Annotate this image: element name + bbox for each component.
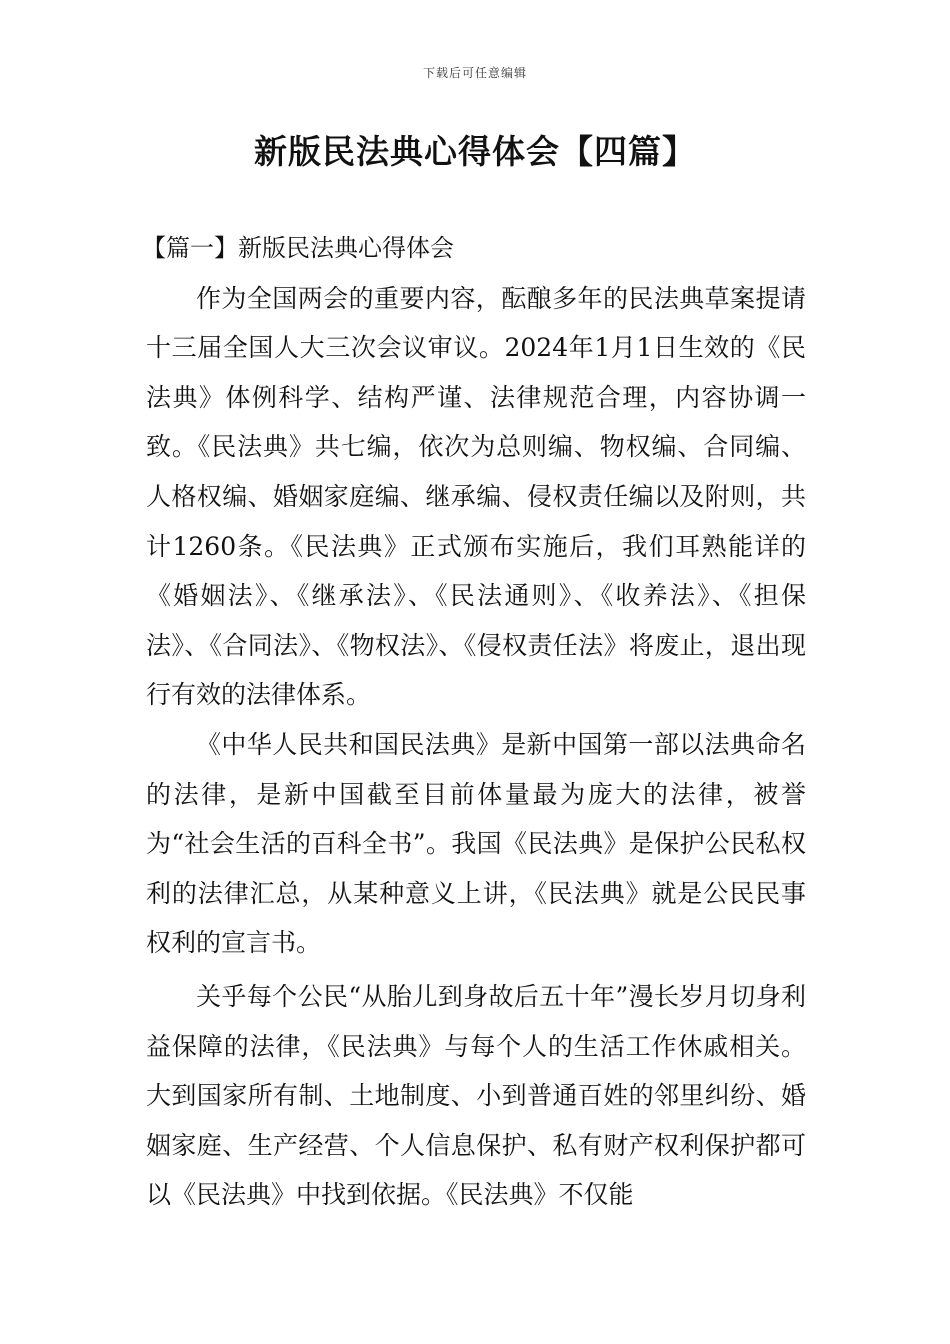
document-body	[142, 224, 806, 1220]
paragraph-1: 作为全国两会的重要内容，酝酿多年的民法典草案提请十三届全国人大三次会议审议。2024年1月1日生效的《民法典》体例科学、结构严谨、法律规范合理，内容协调一致。《民法典》共七编，依次为总则编、物权编、合同编、人格权编、婚姻家庭编、继承编、侵权责任编以及附则，共计1260条。《民法典》正式颁布实施后，我们耳熟能详的《婚姻法》、《继承法》、《民法通则》、《收养法》、《担保法》、《合同法》、《物权法》、《侵权责任法》将废止，退出现行有效的法律体系。	[146, 283, 806, 710]
header-note: 下载后可任意编辑	[422, 66, 527, 80]
paragraph-3: 关乎每个公民“从胎儿到身故后五十年”漫长岁月切身利益保障的法律，《民法典》与每个人的生活工作休戚相关。大到国家所有制、土地制度、小到普通百姓的邻里纠纷、婚姻家庭、生产经营、个人信息保护、私有财产权利保护都可以《民法典》中找到依据。《民法典》不仅能	[146, 981, 806, 1210]
document-title: 新版民法典心得体会【四篇】	[254, 132, 696, 171]
section-heading: 【篇一】新版民法典心得体会	[142, 234, 454, 262]
paragraph-2: 《中华人民共和国民法典》是新中国第一部以法典命名的法律，是新中国截至目前体量最为庞大的法律，被誉为“社会生活的百科全书”。我国《民法典》是保护公民私权利的法律汇总，从某种意义上讲，《民法典》就是公民民事权利的宣言书。	[146, 729, 806, 958]
